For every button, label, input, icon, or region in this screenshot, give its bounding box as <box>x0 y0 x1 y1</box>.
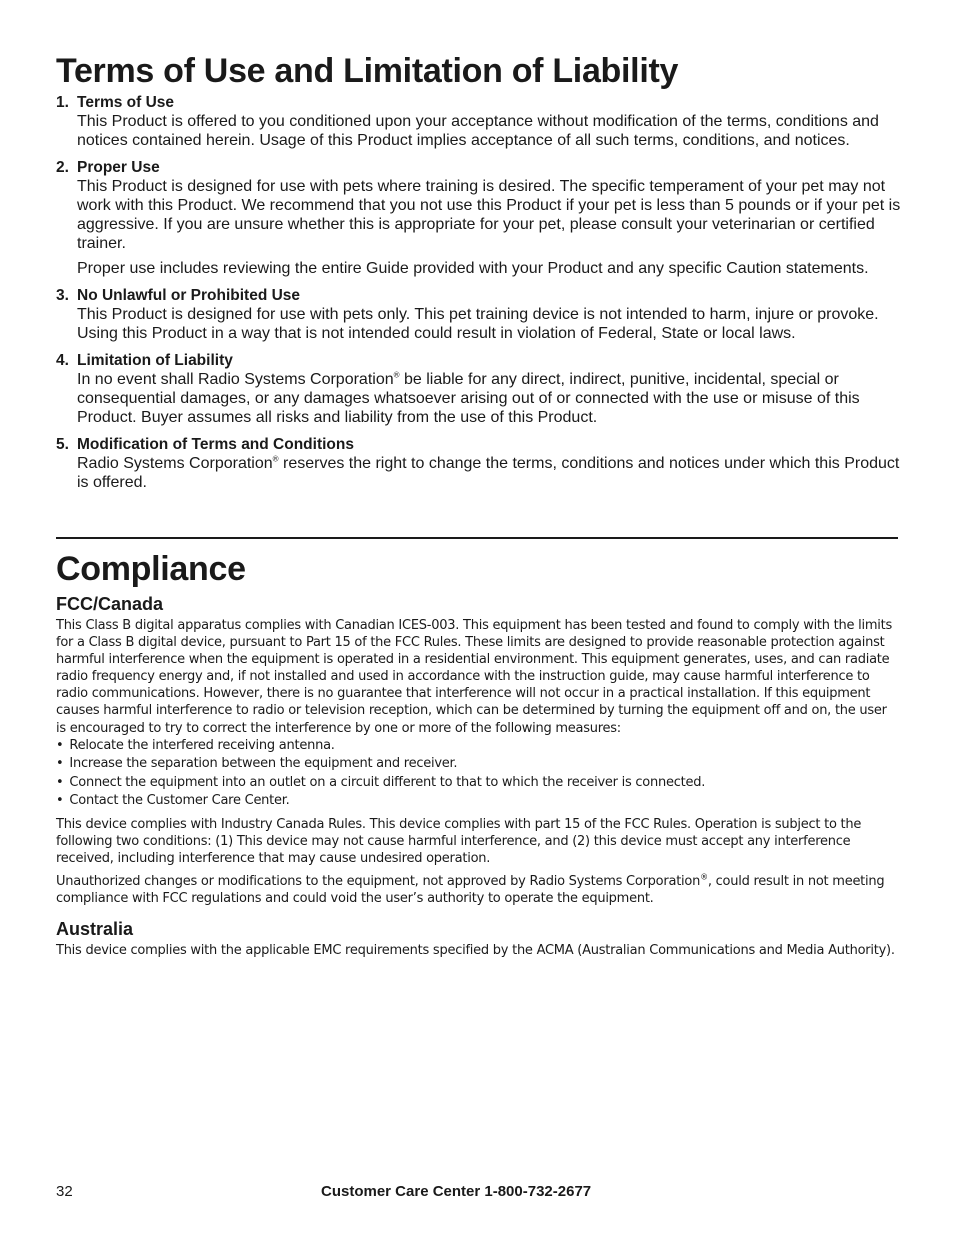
australia-heading: Australia <box>56 919 134 939</box>
term-body <box>56 305 901 343</box>
compliance-section <box>56 594 898 965</box>
page-number: 32 <box>56 1183 73 1200</box>
term-heading-label: Modification of Terms and Conditions <box>77 436 354 453</box>
term-number: 5. <box>56 436 69 453</box>
registered-mark: ® <box>272 454 279 464</box>
term-heading <box>56 286 901 305</box>
term-heading-label: Proper Use <box>77 159 160 176</box>
term-text-part: In no event shall Radio Systems Corporation <box>77 371 394 388</box>
section-divider <box>56 537 898 539</box>
term-number: 3. <box>56 287 69 304</box>
term-heading <box>56 158 901 177</box>
term-body <box>56 177 901 278</box>
terms-title: Terms of Use and Limitation of Liability <box>56 52 679 90</box>
terms-list <box>56 93 901 500</box>
list-item: • Connect the equipment into an outlet on a circuit different to that to which the receiver is connected. <box>56 774 898 791</box>
term-paragraph: Proper use includes reviewing the entire Guide provided with your Product and any specific Caution statements. <box>77 260 869 277</box>
paragraph-text-part: Unauthorized changes or modifications to the equipment, not approved by Radio Systems Corporation <box>56 873 701 889</box>
term-item <box>56 435 901 492</box>
fcc-intro-paragraph: This Class B digital apparatus complies with Canadian ICES-003. This equipment has been tested and found to comply with the limits for a Class B digital device, pursuant to Part 15 of the FCC Rules. These limits are designed to provide reasonable protection against harmful interference when the equipment is operated in a residential environment. This equipment generates, uses, and can radiate radio frequency energy and, if not installed and used in accordance with the instruction guide, may cause harmful interference to radio communications. However, there is no guarantee that interference will not occur in a practical installation. If this equipment causes harmful interference to radio or television reception, which can be determined by turning the equipment off and on, the user is encouraged to try to correct the interference by one or more of the following measures: <box>56 618 892 736</box>
australia-body <box>56 942 898 959</box>
list-item: • Increase the separation between the equipment and receiver. <box>56 755 898 772</box>
term-body <box>56 112 901 150</box>
australia-paragraph: This device complies with the applicable EMC requirements specified by the ACMA (Australian Communications and Media Authority). <box>56 943 895 958</box>
fcc-canada-body <box>56 617 898 907</box>
term-paragraph: This Product is offered to you conditioned upon your acceptance without modification of the terms, conditions and notices contained herein. Usage of this Product implies acceptance of all such terms, conditions, and notices. <box>77 113 879 149</box>
compliance-title: Compliance <box>56 550 246 588</box>
term-heading <box>56 93 901 112</box>
term-text-part: Radio Systems Corporation <box>77 455 273 472</box>
paragraph-text-part: , could result in not meeting compliance with FCC regulations and could void the user’s authority to operate the equipment. <box>56 873 885 906</box>
term-heading <box>56 351 901 370</box>
term-heading-label: No Unlawful or Prohibited Use <box>77 287 301 304</box>
term-text-part: be liable for any direct, indirect, punitive, incidental, special or consequential damages, or any damages whatsoever arising out of or connected with the use or misuse of this Product. Buyer assumes all risks and liability from the use of this Product. <box>77 371 860 426</box>
fcc-canada-heading: FCC/Canada <box>56 594 164 614</box>
term-body <box>56 370 901 427</box>
unauthorized-changes-paragraph <box>56 873 898 907</box>
term-item <box>56 158 901 278</box>
term-item <box>56 93 901 150</box>
term-paragraph <box>77 454 901 492</box>
term-number: 4. <box>56 352 69 369</box>
term-paragraph: This Product is designed for use with pets only. This pet training device is not intended to harm, injure or provoke. Using this Product in a way that is not intended could result in violation of Federal, State or local laws. <box>77 306 879 342</box>
term-text-part: reserves the right to change the terms, conditions and notices under which this Product is offered. <box>77 455 900 491</box>
list-item: • Relocate the interfered receiving antenna. <box>56 737 898 754</box>
term-heading-label: Terms of Use <box>77 94 175 111</box>
australia-section <box>56 919 898 959</box>
term-paragraph <box>77 370 901 427</box>
term-heading-label: Limitation of Liability <box>77 352 233 369</box>
term-heading <box>56 435 901 454</box>
term-number: 2. <box>56 159 69 176</box>
term-item <box>56 351 901 427</box>
term-paragraph: This Product is designed for use with pets where training is desired. The specific temperament of your pet may not work with this Product. We recommend that you not use this Product if your pet is less than 5 pounds or if your pet is aggressive. If you are unsure whether this is appropriate for your pet, please consult your veterinarian or certified trainer. <box>77 178 901 252</box>
customer-care-line: Customer Care Center 1-800-732-2677 <box>321 1183 592 1200</box>
registered-mark: ® <box>700 872 708 882</box>
registered-mark: ® <box>393 370 400 380</box>
industry-canada-paragraph: This device complies with Industry Canada Rules. This device complies with part 15 of the FCC Rules. Operation is subject to the following two conditions: (1) This device may not cause harmful interference, and (2) this device must accept any interference received, including interference that may cause undesired operation. <box>56 816 862 866</box>
interference-measures-list <box>56 737 898 810</box>
term-number: 1. <box>56 94 69 111</box>
term-item <box>56 286 901 343</box>
term-body <box>56 454 901 492</box>
list-item: • Contact the Customer Care Center. <box>56 792 898 809</box>
